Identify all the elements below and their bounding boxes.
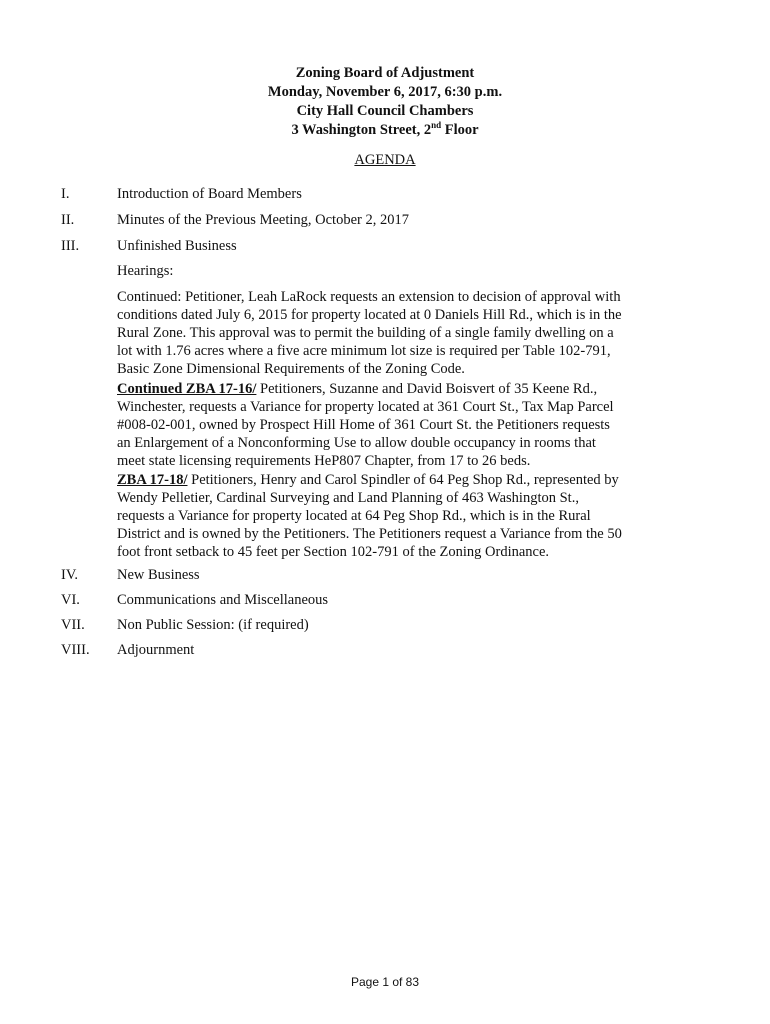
- hearing-zba-17-16: [117, 380, 627, 470]
- agenda-title: AGENDA: [354, 152, 416, 168]
- item-number: VIII.: [61, 642, 90, 658]
- page-number: Page 1 of 83: [350, 975, 420, 989]
- board-name: Zoning Board of Adjustment: [295, 65, 475, 81]
- item-label: Communications and Miscellaneous: [117, 592, 329, 608]
- item-number: VI.: [61, 592, 80, 608]
- hearing-continued-larock: Continued: Petitioner, Leah LaRock requests an extension to decision of approval with conditions dated July 6, 2015 for property located at 0 Daniels Hill Rd., which is in the Rural Zone. This approval was to permit the building of a single family dwelling on a lot with 1.76 acres where a five acre minimum lot size is required per Table 102-791, Basic Zone Dimensional Requirements of the Zoning Code.: [117, 289, 622, 377]
- meeting-venue: City Hall Council Chambers: [296, 103, 474, 119]
- address-prefix: 3 Washington Street, 2: [291, 122, 432, 138]
- item-number: IV.: [61, 567, 79, 583]
- address-suffix: Floor: [441, 122, 479, 138]
- item-label: New Business: [117, 567, 200, 583]
- item-label: Non Public Session: (if required): [117, 617, 309, 633]
- agenda-item-6: [61, 591, 328, 609]
- agenda-item-4: [61, 566, 200, 584]
- item-label: Adjournment: [117, 642, 195, 658]
- case-text: Petitioners, Henry and Carol Spindler of 64 Peg Shop Rd., represented by Wendy Pelletier, Cardinal Surveying and Land Planning of 463 Washington St., requests a Variance for property located at 64 Peg Shop Rd., which is in the Rural District and is owned by the Petitioners. The Petitioners request a Variance from the 50 foot front setback to 45 feet per Section 102-791 of the Zoning Ordinance.: [117, 472, 622, 560]
- meeting-date: Monday, November 6, 2017, 6:30 p.m.: [267, 84, 503, 100]
- item-number: VII.: [61, 617, 85, 633]
- item-label: Introduction of Board Members: [117, 186, 302, 202]
- agenda-item-7: [61, 616, 309, 634]
- meeting-address: [0, 121, 770, 140]
- item-label: Unfinished Business: [117, 238, 237, 254]
- hearing-zba-17-18: [117, 471, 627, 561]
- case-text: Petitioners, Suzanne and David Boisvert of 35 Keene Rd., Winchester, requests a Variance for property located at 361 Court St., Tax Map Parcel #008-02-001, owned by Prospect Hill Home of 361 Court St. the Petitioners requests an Enlargement of a Nonconforming Use to allow double occupancy in rooms that meet state licensing requirements HeP807 Chapter, from 17 to 26 beds.: [117, 381, 614, 469]
- item-number: I.: [61, 186, 70, 202]
- case-label: ZBA 17-18/: [117, 472, 188, 488]
- item-number: II.: [61, 212, 75, 228]
- agenda-item-8: [61, 641, 194, 659]
- agenda-item-2: [61, 211, 409, 229]
- item-number: III.: [61, 238, 80, 254]
- hearings-label: Hearings:: [117, 263, 174, 279]
- agenda-item-3: [61, 237, 237, 255]
- item-label: Minutes of the Previous Meeting, October 2, 2017: [117, 212, 409, 228]
- agenda-item-1: [61, 185, 302, 203]
- address-sup: nd: [431, 120, 442, 131]
- case-label: Continued ZBA 17-16/: [117, 381, 257, 397]
- meeting-header: [0, 64, 770, 140]
